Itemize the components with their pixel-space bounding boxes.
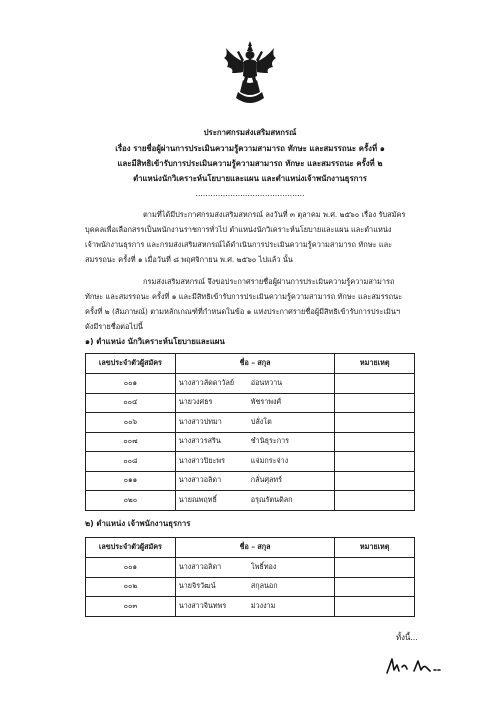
column-header-name: ชื่อ – สกุล: [175, 354, 335, 374]
first-name: นางสาวปิยะพร: [178, 455, 225, 465]
section1-heading: ๑) ตำแหน่ง นักวิเคราะห์นโยบายและแผน: [85, 337, 225, 346]
applicant-no: ๐๒๐: [86, 491, 176, 511]
table-row: [86, 491, 415, 511]
applicant-no: ๐๑๑: [86, 471, 176, 491]
applicant-no: ๐๐๖: [86, 413, 176, 433]
first-name: นายวงศธร: [178, 397, 213, 407]
paragraph2-line-1: กรมส่งเสริมสหกรณ์ จึงขอประกาศรายชื่อผู้ผ่านการประเมินความรู้ความสามารถ: [143, 277, 395, 286]
first-name: นายณพฤทธิ์: [178, 494, 217, 504]
section1-table: [85, 353, 415, 511]
first-name: นางสาวอลิดา: [178, 561, 222, 571]
first-name: นายจิรวัฒน์: [178, 581, 216, 591]
column-header-applicant-no: เลขประจำตัวผู้สมัคร: [86, 538, 176, 558]
table-header-row: [86, 354, 415, 374]
surname: พัชราพงศ์: [250, 397, 282, 407]
column-header-applicant-no: เลขประจำตัวผู้สมัคร: [86, 354, 176, 374]
applicant-name: [175, 452, 335, 472]
table-row: [86, 558, 415, 578]
paragraph1-line-3: เจ้าพนักงานธุรการ และกรมส่งเสริมสหกรณ์ได้ดำเนินการประเมินความรู้ความสามารถ ทักษะ และ: [85, 240, 393, 249]
surname: อรุณรัตนดิลก: [250, 494, 293, 504]
surname: ม่วงงาม: [250, 600, 276, 610]
first-name: นางสาวรสริน: [178, 436, 221, 446]
surname: ชำนิธุระการ: [250, 436, 289, 446]
paragraph1-line-4: สมรรถนะ ครั้งที่ ๑ เมื่อวันที่ ๘ พฤศจิกายน พ.ศ. ๒๕๖๐ ไปแล้ว นั้น: [85, 255, 293, 264]
applicant-name: [175, 558, 335, 578]
surname: แจ่มกระจ่าง: [250, 455, 289, 465]
column-header-remark: หมายเหตุ: [335, 354, 415, 374]
section2-table: [85, 537, 415, 617]
applicant-name: [175, 471, 335, 491]
applicant-no: ๐๐๑: [86, 558, 176, 578]
signature-mark: [384, 655, 444, 677]
applicant-name: [175, 597, 335, 617]
table-header-row: [86, 538, 415, 558]
first-name: นางสาวลัดดาวัลย์: [178, 377, 235, 387]
remark: [335, 374, 415, 394]
applicant-no: ๐๐๒: [86, 577, 176, 597]
applicant-name: [175, 491, 335, 511]
table-row: [86, 393, 415, 413]
paragraph1-line-2: บุคคลเพื่อเลือกสรรเป็นพนักงานราชการทั่วไป ตำแหน่งนักวิเคราะห์นโยบายและแผน และตำแหน่ง: [85, 225, 392, 234]
table-row: [86, 413, 415, 433]
remark: [335, 413, 415, 433]
continuation-text: ทั้งนี้...: [396, 633, 418, 642]
paragraph1-line-1: ตามที่ได้มีประกาศกรมส่งเสริมสหกรณ์ ลงวันที่ ๓ ตุลาคม พ.ศ. ๒๕๖๐ เรื่อง รับสมัคร: [143, 210, 406, 219]
first-name: นางสาวปทมา: [178, 416, 222, 426]
applicant-no: ๐๐๔: [86, 393, 176, 413]
applicant-name: [175, 413, 335, 433]
remark: [335, 452, 415, 472]
applicant-no: ๐๐๓: [86, 597, 176, 617]
section2-heading: ๒) ตำแหน่ง เจ้าพนักงานธุรการ: [85, 519, 191, 528]
remark: [335, 432, 415, 452]
remark: [335, 471, 415, 491]
separator-dots: ............................................: [195, 189, 305, 198]
surname: ปลั่งโต: [250, 416, 272, 426]
subject-line-2: และมีสิทธิเข้ารับการประเมินความรู้ความสามารถ ทักษะ และสมรรถนะ ครั้งที่ ๒: [117, 159, 383, 168]
subject-line-3: ตำแหน่งนักวิเคราะห์นโยบายและแผน และตำแหน่งเจ้าพนักงานธุรการ: [133, 174, 367, 183]
remark: [335, 491, 415, 511]
subject-line-1: เรื่อง รายชื่อผู้ผ่านการประเมินความรู้ความสามารถ ทักษะ และสมรรถนะ ครั้งที่ ๑: [115, 144, 385, 153]
applicant-name: [175, 577, 335, 597]
table-row: [86, 597, 415, 617]
applicant-no: ๐๐๘: [86, 452, 176, 472]
column-header-name: ชื่อ – สกุล: [175, 538, 335, 558]
announcement-title: ประกาศกรมส่งเสริมสหกรณ์: [203, 128, 297, 137]
applicant-no: ๐๐๑: [86, 374, 176, 394]
first-name: นางสาวอลิดา: [178, 475, 222, 485]
garuda-emblem: [222, 40, 278, 108]
remark: [335, 577, 415, 597]
paragraph2-line-4: ดังมีรายชื่อต่อไปนี้: [85, 322, 143, 331]
remark: [335, 558, 415, 578]
applicant-name: [175, 432, 335, 452]
table-row: [86, 374, 415, 394]
surname: โพธิ์ทอง: [250, 561, 277, 571]
applicant-name: [175, 374, 335, 394]
applicant-no: ๐๐๗: [86, 432, 176, 452]
table-row: [86, 471, 415, 491]
table-row: [86, 452, 415, 472]
paragraph2-line-3: ครั้งที่ ๒ (สัมภาษณ์) ตามหลักเกณฑ์ที่กำหนดในข้อ ๑ แห่งประกาศรายชื่อผู้มีสิทธิเข้ารับการประเมินฯ: [85, 307, 401, 316]
applicant-name: [175, 393, 335, 413]
surname: กลั่นศุลทร์: [250, 475, 283, 485]
surname: อ่อนหวาน: [250, 377, 283, 387]
table-row: [86, 577, 415, 597]
paragraph2-line-2: ทักษะ และสมรรถนะ ครั้งที่ ๑ และมีสิทธิเข้ารับการประเมินความรู้ความสามารถ ทักษะ และสมรรถนะ: [85, 292, 403, 301]
remark: [335, 597, 415, 617]
table-row: [86, 432, 415, 452]
first-name: นางสาวจินทพร: [178, 600, 227, 610]
remark: [335, 393, 415, 413]
column-header-remark: หมายเหตุ: [335, 538, 415, 558]
surname: สกุลนอก: [250, 581, 278, 591]
